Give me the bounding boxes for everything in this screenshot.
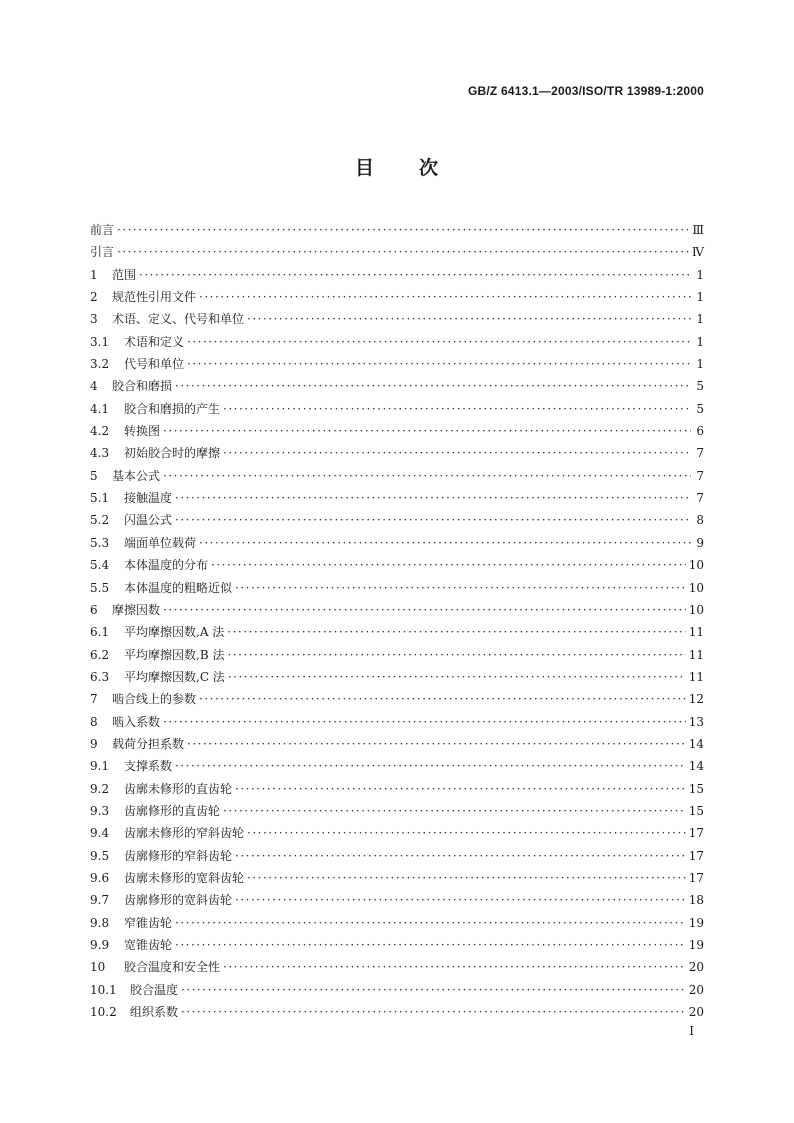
toc-entry-page: 1 [696, 312, 704, 327]
toc-entry-page: 8 [696, 513, 704, 528]
toc-entry-number: 8 [90, 714, 98, 729]
toc-entry-number: 4.3 [90, 446, 110, 461]
toc-entry-label: 引言 [90, 245, 115, 260]
toc-dot-leader [163, 711, 686, 733]
toc-dot-leader [199, 688, 686, 710]
toc-entry-number: 9.4 [90, 826, 110, 841]
toc-entry-page: 7 [696, 468, 704, 483]
toc-entry-label: 范围 [112, 267, 137, 282]
toc-entry-number: 10.2 [90, 1005, 117, 1020]
standard-number: GB/Z 6413.1—2003/ISO/TR 13989-1:2000 [468, 84, 704, 98]
toc-entry-page: 14 [688, 759, 704, 774]
toc-entry-label: 术语、定义、代号和单位 [112, 312, 245, 327]
toc-entry[interactable] [90, 398, 704, 420]
toc-entry-page: 1 [696, 357, 704, 372]
toc-entry-page: 1 [696, 267, 704, 282]
toc-entry[interactable] [90, 353, 704, 375]
toc-entry[interactable] [90, 979, 704, 1001]
toc-entry[interactable] [90, 554, 704, 576]
toc-dot-leader [235, 845, 686, 867]
toc-entry[interactable] [90, 621, 704, 643]
toc-entry[interactable] [90, 465, 704, 487]
toc-entry-label: 齿廓未修形的宽斜齿轮 [124, 870, 245, 885]
toc-dot-leader [187, 331, 691, 353]
toc-entry-page: 5 [696, 401, 704, 416]
toc-entry-label: 载荷分担系数 [112, 736, 185, 751]
toc-entry-page: 20 [688, 960, 704, 975]
toc-entry-label: 端面单位载荷 [124, 535, 197, 550]
toc-entry[interactable] [90, 308, 704, 330]
toc-entry-number: 3 [90, 312, 98, 327]
toc-entry-page: 11 [688, 625, 704, 640]
toc-dot-leader [181, 979, 686, 1001]
toc-dot-leader [139, 264, 691, 286]
toc-dot-leader [235, 577, 686, 599]
toc-entry-label: 初始胶合时的摩擦 [124, 446, 221, 461]
toc-entry-page: 11 [688, 647, 704, 662]
toc-entry-label: 转换图 [124, 424, 161, 439]
toc-entry-number: 4 [90, 379, 98, 394]
toc-dot-leader [187, 733, 686, 755]
toc-entry[interactable] [90, 711, 704, 733]
toc-entry-label: 前言 [90, 223, 115, 237]
toc-entry-number: 3.1 [90, 334, 110, 349]
toc-entry-page: 5 [696, 379, 704, 394]
toc-entry-number: 5.2 [90, 513, 110, 528]
toc-entry-page: 10 [688, 580, 704, 595]
toc-entry-label: 基本公式 [112, 468, 161, 483]
toc-entry-label: 摩擦因数 [112, 602, 161, 617]
toc-dot-leader [199, 286, 691, 308]
toc-entry-label: 术语和定义 [124, 334, 185, 349]
toc-entry-label: 宽锥齿轮 [124, 938, 173, 952]
toc-entry-page: 1 [696, 334, 704, 349]
toc-entry-label: 胶合温度和安全性 [124, 960, 221, 975]
toc-entry-page: 9 [696, 535, 704, 550]
toc-dot-leader [247, 822, 686, 844]
toc-dot-leader [211, 554, 686, 576]
toc-entry[interactable] [90, 800, 704, 822]
toc-entry-label: 胶合和磨损 [112, 379, 173, 394]
toc-entry-number: 9.7 [90, 893, 110, 908]
toc-entry[interactable] [90, 264, 704, 286]
toc-entry-label: 窄锥齿轮 [124, 915, 173, 930]
toc-entry-page: 15 [688, 803, 704, 818]
toc-entry-page: 19 [688, 915, 704, 930]
toc-dot-leader [163, 465, 691, 487]
toc-entry[interactable] [90, 845, 704, 867]
toc-entry-number: 6 [90, 602, 98, 617]
toc-entry[interactable] [90, 532, 704, 554]
toc-entry-number: 9.5 [90, 848, 110, 863]
toc-entry-page: Ⅳ [692, 245, 704, 260]
toc-entry-number: 6.1 [90, 625, 110, 640]
toc-entry-number: 10 [90, 960, 106, 975]
toc-title-part2: 次 [419, 157, 440, 179]
toc-entry-number: 9.8 [90, 915, 110, 930]
toc-entry-number: 10.1 [90, 982, 117, 997]
toc-entry-page: 11 [688, 669, 704, 684]
toc-entry[interactable] [90, 644, 704, 666]
toc-entry-page: 15 [688, 781, 704, 796]
toc-entry[interactable] [90, 733, 704, 755]
toc-entry-number: 5.4 [90, 558, 110, 573]
toc-entry[interactable] [90, 599, 704, 621]
toc-entry[interactable] [90, 755, 704, 777]
toc-entry-number: 3.2 [90, 357, 110, 372]
toc-dot-leader [117, 241, 689, 263]
toc-dot-leader [117, 219, 689, 241]
toc-entry-number: 4.2 [90, 424, 110, 439]
toc-entry-page: 19 [688, 938, 704, 952]
toc-entry-number: 5 [90, 468, 98, 483]
toc-entry-number: 7 [90, 692, 98, 707]
page-number: I [689, 1024, 694, 1038]
toc-entry-label: 接触温度 [124, 491, 173, 506]
toc-entry-number: 9.3 [90, 803, 110, 818]
toc-entry-number: 9.9 [90, 938, 110, 952]
toc-entry[interactable] [90, 666, 704, 688]
toc-entry-number: 5.3 [90, 535, 110, 550]
toc-entry[interactable] [90, 219, 704, 241]
toc-entry[interactable] [90, 688, 704, 710]
toc-entry-page: 12 [688, 692, 704, 707]
toc-dot-leader [163, 599, 686, 621]
toc-entry-number: 5.1 [90, 491, 110, 506]
toc-entry-page: 7 [696, 491, 704, 506]
toc-dot-leader [199, 532, 691, 554]
toc-entry-page: 10 [688, 558, 704, 573]
toc-entry-page: 13 [688, 714, 704, 729]
toc-entry-number: 9 [90, 736, 98, 751]
toc-dot-leader [223, 398, 691, 420]
toc-entry[interactable] [90, 822, 704, 844]
toc-entry[interactable] [90, 331, 704, 353]
toc-entry-number: 9.6 [90, 870, 110, 885]
toc-entry[interactable] [90, 889, 704, 911]
toc-entry-page: 10 [688, 602, 704, 617]
toc-entry-page: 1 [696, 290, 704, 305]
toc-entry[interactable] [90, 912, 704, 934]
toc-entry-page: Ⅲ [692, 223, 704, 237]
toc-entry[interactable] [90, 778, 704, 800]
toc-entry-label: 齿廓修形的窄斜齿轮 [124, 848, 233, 863]
toc-dot-leader [175, 912, 686, 934]
toc-entry-page: 17 [688, 848, 704, 863]
toc-entry-number: 4.1 [90, 401, 110, 416]
toc-entry-page: 20 [688, 1005, 704, 1020]
toc-dot-leader [223, 442, 691, 464]
toc-entry[interactable] [90, 867, 704, 889]
toc-entry[interactable] [90, 375, 704, 397]
toc-entry-label: 代号和单位 [124, 357, 185, 372]
toc-entry[interactable] [90, 241, 704, 263]
toc-entry-label: 齿廓修形的宽斜齿轮 [124, 893, 233, 908]
toc-dot-leader [227, 621, 685, 643]
toc-entry[interactable] [90, 1001, 704, 1023]
toc-dot-leader [175, 487, 691, 509]
toc-dot-leader [175, 934, 686, 956]
toc-dot-leader [187, 353, 691, 375]
toc-entry-page: 20 [688, 982, 704, 997]
toc-dot-leader [247, 308, 691, 330]
toc-dot-leader [175, 509, 691, 531]
toc-entry[interactable] [90, 934, 704, 956]
toc-entry-page: 18 [688, 893, 704, 908]
toc-entry-number: 5.5 [90, 580, 110, 595]
toc-entry-label: 平均摩擦因数,A 法 [124, 625, 225, 640]
toc-entry-page: 6 [696, 424, 704, 439]
toc-entry-label: 本体温度的分布 [124, 558, 209, 573]
toc-entry-label: 本体温度的粗略近似 [124, 580, 233, 595]
toc-entry-label: 规范性引用文件 [112, 290, 197, 305]
toc-entry-number: 6.3 [90, 669, 110, 684]
toc-entry[interactable] [90, 956, 704, 978]
toc-dot-leader [235, 889, 686, 911]
toc-entry-page: 17 [688, 870, 704, 885]
toc-entry-number: 2 [90, 290, 98, 305]
toc-entry-label: 胶合温度 [130, 982, 179, 997]
table-of-contents [90, 219, 704, 1023]
toc-entry[interactable] [90, 577, 704, 599]
toc-entry-number: 9.2 [90, 781, 110, 796]
toc-dot-leader [247, 867, 686, 889]
toc-dot-leader [228, 666, 686, 688]
toc-dot-leader [235, 778, 686, 800]
toc-entry-label: 平均摩擦因数,B 法 [124, 647, 225, 662]
toc-entry[interactable] [90, 442, 704, 464]
toc-dot-leader [175, 375, 691, 397]
toc-entry-page: 17 [688, 826, 704, 841]
toc-dot-leader [223, 800, 686, 822]
toc-dot-leader [175, 755, 686, 777]
toc-entry-label: 组织系数 [130, 1005, 179, 1020]
toc-entry-label: 齿廓未修形的窄斜齿轮 [124, 826, 245, 841]
toc-entry-label: 平均摩擦因数,C 法 [124, 669, 225, 684]
toc-entry-page: 14 [688, 736, 704, 751]
toc-dot-leader [223, 956, 686, 978]
toc-entry[interactable] [90, 420, 704, 442]
toc-entry-label: 齿廓修形的直齿轮 [124, 803, 221, 818]
toc-entry[interactable] [90, 286, 704, 308]
toc-title-part1: 目 [354, 157, 375, 179]
toc-entry-label: 啮入系数 [112, 714, 161, 729]
toc-entry-page: 7 [696, 446, 704, 461]
toc-dot-leader [181, 1001, 686, 1023]
toc-entry-label: 胶合和磨损的产生 [124, 401, 221, 416]
toc-entry-number: 9.1 [90, 759, 110, 774]
toc-entry[interactable] [90, 509, 704, 531]
toc-entry-number: 1 [90, 267, 98, 282]
toc-dot-leader [163, 420, 691, 442]
toc-entry-label: 啮合线上的参数 [112, 692, 197, 707]
toc-title [0, 153, 794, 180]
toc-entry-label: 闪温公式 [124, 513, 173, 528]
toc-entry-label: 齿廓未修形的直齿轮 [124, 781, 233, 796]
toc-entry[interactable] [90, 487, 704, 509]
toc-dot-leader [227, 644, 685, 666]
toc-entry-label: 支撑系数 [124, 759, 173, 774]
toc-entry-number: 6.2 [90, 647, 110, 662]
